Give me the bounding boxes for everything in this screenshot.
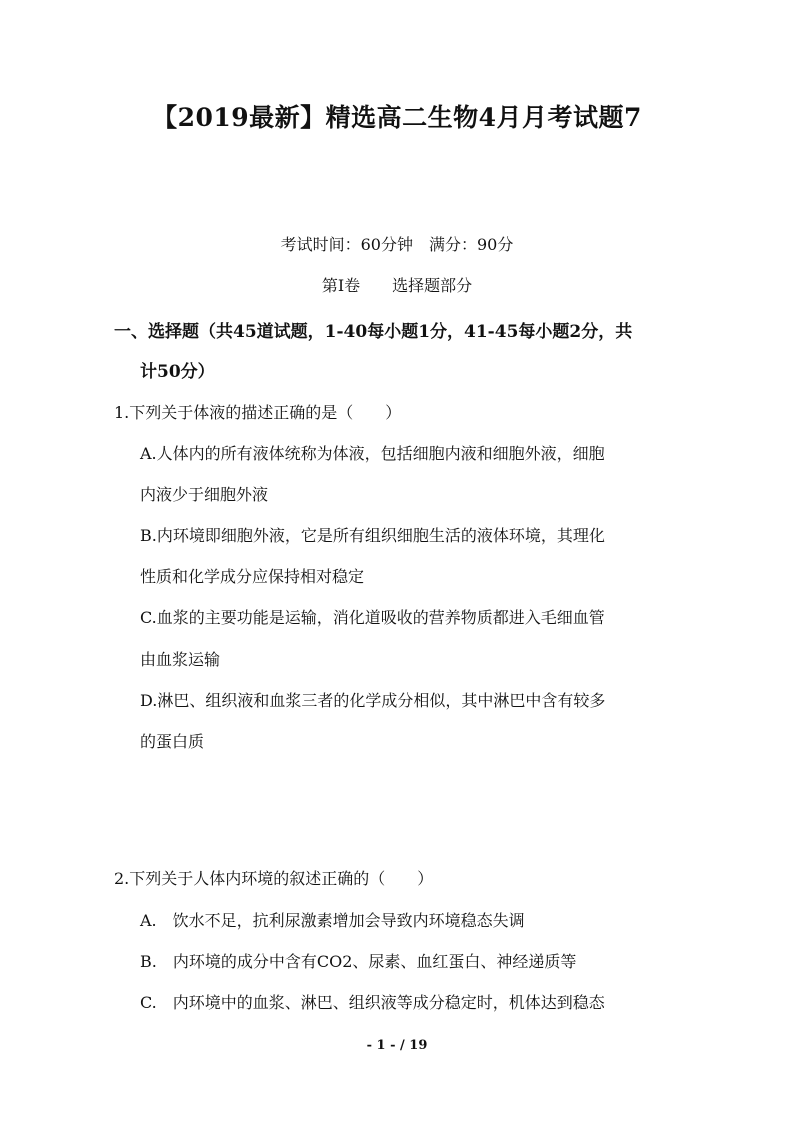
exam-info: 考试时间：60分钟 满分：90分: [280, 235, 514, 254]
question-1-option-a: A.人体内的所有液体统称为体液，包括细胞内液和细胞外液，细胞: [140, 444, 605, 463]
question-1-option-b-cont: 性质和化学成分应保持相对稳定: [140, 567, 365, 586]
question-2-option-c: C. 内环境中的血浆、淋巴、组织液等成分稳定时，机体达到稳态: [140, 993, 605, 1012]
question-1-option-c: C.血浆的主要功能是运输，消化道吸收的营养物质都进入毛细血管: [140, 608, 605, 627]
question-2-stem: 2.下列关于人体内环境的叙述正确的（ ）: [114, 869, 434, 888]
question-2-option-b: B. 内环境的成分中含有CO2、尿素、血红蛋白、神经递质等: [140, 952, 577, 971]
section-heading: 一、选择题（共45道试题，1-40每小题1分，41-45每小题2分，共: [114, 322, 633, 342]
question-1-option-c-cont: 由血浆运输: [140, 650, 221, 669]
question-1-option-d: D.淋巴、组织液和血浆三者的化学成分相似，其中淋巴中含有较多: [140, 691, 606, 710]
question-1-option-a-cont: 内液少于细胞外液: [140, 485, 269, 504]
page-title: 【2019最新】精选高二生物4月月考试题7: [152, 103, 642, 132]
question-2-option-a: A. 饮水不足，抗利尿激素增加会导致内环境稳态失调: [140, 911, 525, 930]
question-1-option-d-cont: 的蛋白质: [140, 732, 205, 751]
volume-label: 第Ⅰ卷 选择题部分: [321, 276, 473, 295]
page-number: - 1 - / 19: [366, 1038, 428, 1053]
question-1-stem: 1.下列关于体液的描述正确的是（ ）: [114, 403, 402, 422]
question-1-option-b: B.内环境即细胞外液，它是所有组织细胞生活的液体环境，其理化: [140, 526, 605, 545]
section-heading-cont: 计50分）: [140, 362, 215, 382]
